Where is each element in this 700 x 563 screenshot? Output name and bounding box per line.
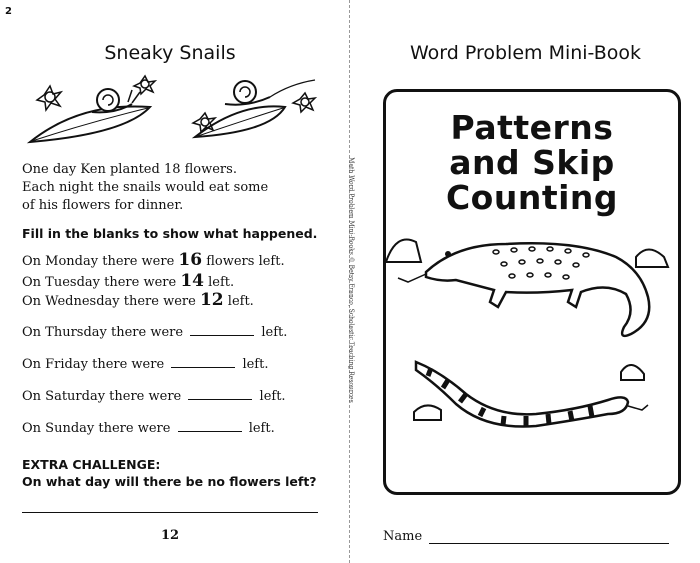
line-friday: On Friday there were left. xyxy=(22,357,269,372)
cover-frame xyxy=(383,89,681,495)
line-monday: On Monday there were 16 flowers left. xyxy=(22,250,285,270)
page-title: Sneaky Snails xyxy=(104,42,236,64)
corner-mark: 2 xyxy=(5,6,12,17)
answer-blank[interactable] xyxy=(190,334,254,336)
left-page xyxy=(0,0,349,563)
story-text: One day Ken planted 18 flowers. Each night the snails would eat some of his flowers for dinner. xyxy=(22,162,269,213)
answer-blank[interactable] xyxy=(171,366,235,368)
number-filled: 14 xyxy=(180,271,204,291)
name-field[interactable] xyxy=(429,543,669,544)
snails-illustration xyxy=(20,72,320,152)
answer-blank[interactable] xyxy=(178,430,242,432)
number-filled: 12 xyxy=(199,290,224,310)
instructions: Fill in the blanks to show what happened. xyxy=(22,226,318,241)
right-page xyxy=(351,0,700,563)
book-header: Word Problem Mini-Book xyxy=(409,42,642,64)
line-saturday: On Saturday there were left. xyxy=(22,389,286,404)
spine-credit: Math Word Problem Mini-Books © Betsy Franco, Scholastic Teaching Resources xyxy=(347,157,355,403)
line-wednesday: On Wednesday there were 12 left. xyxy=(22,290,254,310)
line-sunday: On Sunday there were left. xyxy=(22,421,275,436)
page-number: 12 xyxy=(160,528,180,543)
answer-blank[interactable] xyxy=(188,398,252,400)
extra-challenge: EXTRA CHALLENGE: On what day will there be no flowers left? xyxy=(22,457,317,489)
number-filled: 16 xyxy=(178,250,203,270)
reptiles-illustration xyxy=(386,222,678,492)
answer-line[interactable] xyxy=(22,512,318,513)
name-label: Name xyxy=(383,529,423,544)
line-tuesday: On Tuesday there were 14 left. xyxy=(22,271,235,291)
line-thursday: On Thursday there were left. xyxy=(22,325,288,340)
cover-title: Patterns and Skip Counting xyxy=(445,108,619,217)
